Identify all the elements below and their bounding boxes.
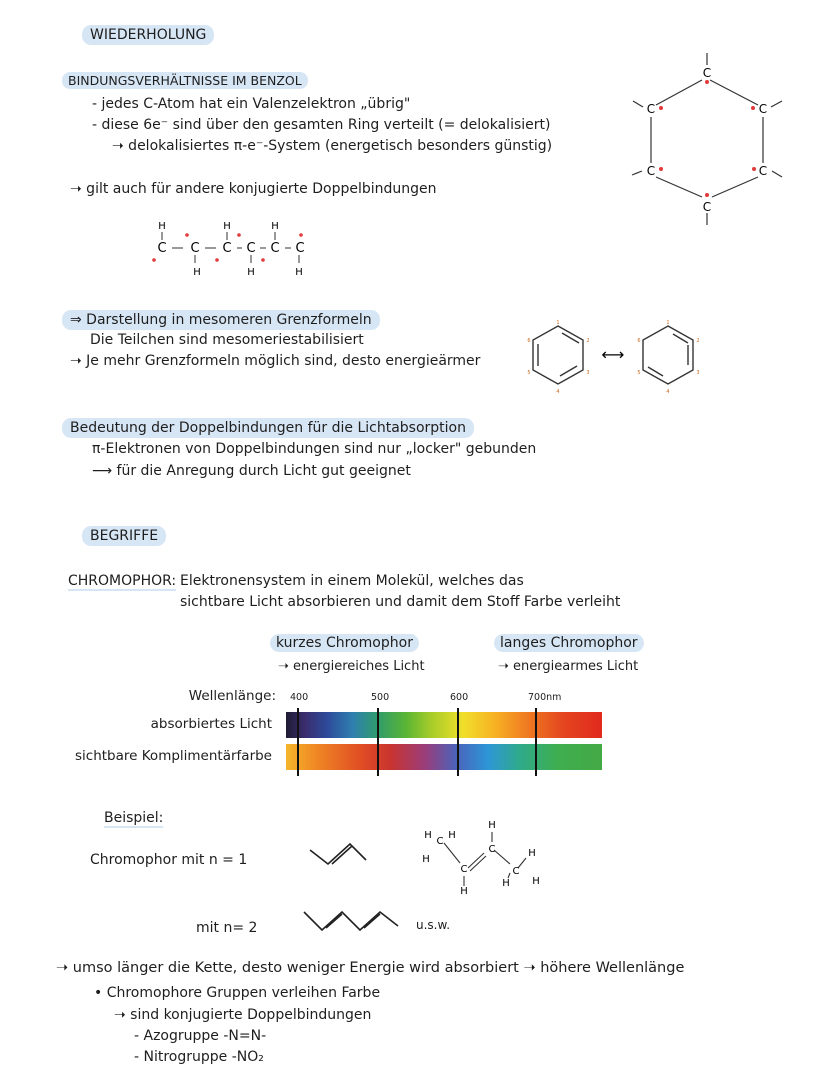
struct-atom-2: C <box>460 864 468 875</box>
ring1-num-2: 2 <box>586 338 590 344</box>
light-locker-gebunden: π-Elektronen von Doppelbindungen sind nur „locker" gebunden <box>92 441 537 457</box>
chain-atom-3: C <box>222 241 232 256</box>
label-langes-chromophor: langes Chromophor <box>494 634 644 652</box>
benzene-atom-bottom-left: C <box>646 164 656 178</box>
chromophor-definition-2: sichtbare Licht absorbieren und damit dem Stoff Farbe verleiht <box>180 594 621 610</box>
butadiene-structural <box>412 818 552 897</box>
note-konjugiert: ➝ gilt auch für andere konjugierte Doppelbindungen <box>70 181 437 197</box>
struct-h-7: H <box>502 878 510 889</box>
struct-h-8: H <box>532 876 540 887</box>
struct-h-5: H <box>488 820 496 831</box>
conclusion-azogruppe: - Azogruppe -N=N- <box>134 1028 267 1044</box>
resonance-arrow: ⟷ <box>601 345 625 364</box>
benzene-atom-top-right: C <box>758 102 768 116</box>
ring2-num-3: 3 <box>696 370 700 376</box>
struct-atom-1: C <box>436 836 444 847</box>
chain-h-top-3: H <box>271 221 279 232</box>
struct-atom-4: C <box>512 866 520 877</box>
struct-h-2: H <box>448 830 456 841</box>
struct-h-3: H <box>422 854 430 865</box>
label-komplimentaerfarbe: sichtbare Komplimentärfarbe <box>75 748 272 764</box>
ring1-num-5: 5 <box>527 370 531 376</box>
ring1-num-3: 3 <box>586 370 590 376</box>
conclusion-kette: ➝ umso länger die Kette, desto weniger Energie wird absorbiert ➝ höhere Wellenlänge <box>56 960 685 976</box>
term-chromophor: CHROMOPHOR: <box>68 573 177 589</box>
tick-500: 500 <box>371 692 390 703</box>
light-anregung: ⟶ für die Anregung durch Licht gut geeignet <box>92 463 411 479</box>
label-energiereiches-licht: ➝ energiereiches Licht <box>278 659 425 674</box>
chain-h-top-2: H <box>223 221 231 232</box>
ring2-num-6: 6 <box>637 338 641 344</box>
ring2-num-5: 5 <box>637 370 641 376</box>
chain-h-bottom-2: H <box>247 267 255 278</box>
benzene-atom-top: C <box>702 66 712 80</box>
ring1-num-4: 4 <box>556 389 560 395</box>
chain-h-bottom-1: H <box>193 267 201 278</box>
hexatriene-skeletal <box>300 906 404 936</box>
mesomerie-stabilisiert: Die Teilchen sind mesomeriestabilisiert <box>90 332 364 348</box>
chromophor-definition-1: Elektronensystem in einem Molekül, welches das <box>180 573 524 589</box>
butadiene-skeletal <box>306 838 370 870</box>
example-n2: mit n= 2 <box>196 920 258 936</box>
conjugated-chain-diagram <box>145 215 320 280</box>
chain-atom-6: C <box>295 241 305 256</box>
section-heading-wiederholung: WIEDERHOLUNG <box>82 25 214 45</box>
chain-h-bottom-3: H <box>295 267 303 278</box>
example-n1: Chromophor mit n = 1 <box>90 852 248 868</box>
conclusion-doppelbindungen: ➝ sind konjugierte Doppelbindungen <box>114 1007 372 1023</box>
chain-h-top-1: H <box>158 221 166 232</box>
heading-lichtabsorption: Bedeutung der Doppelbindungen für die Lichtabsorption <box>62 418 474 438</box>
heading-mesomerie: ⇒ Darstellung in mesomeren Grenzformeln <box>62 310 380 330</box>
tick-400: 400 <box>290 692 309 703</box>
mesomeric-benzene-formulas <box>528 318 718 400</box>
struct-atom-3: C <box>488 844 496 855</box>
chain-atom-1: C <box>157 241 167 256</box>
struct-h-1: H <box>424 830 432 841</box>
label-kurzes-chromophor: kurzes Chromophor <box>270 634 419 652</box>
label-energiearmes-licht: ➝ energiearmes Licht <box>498 659 639 674</box>
conclusion-nitrogruppe: - Nitrogruppe -NO₂ <box>134 1049 264 1065</box>
struct-h-4: H <box>460 886 468 897</box>
label-absorbiertes-licht: absorbiertes Licht <box>150 716 272 732</box>
benzene-atom-bottom: C <box>702 200 712 214</box>
ring1-num-6: 6 <box>527 338 531 344</box>
benzene-atom-top-left: C <box>646 102 656 116</box>
heading-beispiel: Beispiel: <box>104 810 164 826</box>
section-heading-begriffe: BEGRIFFE <box>82 526 166 546</box>
tick-600: 600 <box>450 692 469 703</box>
benzene-ring-diagram <box>610 45 810 230</box>
ring1-num-1: 1 <box>556 320 560 326</box>
ring2-num-1: 1 <box>666 320 670 326</box>
struct-h-6: H <box>528 848 536 859</box>
benzene-atom-bottom-right: C <box>758 164 768 178</box>
label-wellenlaenge: Wellenlänge: <box>188 688 276 704</box>
chain-atom-2: C <box>190 241 200 256</box>
ring2-num-2: 2 <box>696 338 700 344</box>
chain-atom-5: C <box>270 241 280 256</box>
example-usw: u.s.w. <box>416 918 451 932</box>
subheading-benzol: BINDUNGSVERHÄLTNISSE IM BENZOL <box>62 72 308 89</box>
ring2-num-4: 4 <box>666 389 670 395</box>
bullet-pi-system: ➝ delokalisiertes π-e⁻-System (energetisch besonders günstig) <box>112 138 553 154</box>
conclusion-farbe: • Chromophore Gruppen verleihen Farbe <box>94 985 381 1001</box>
bullet-valenzelektron: - jedes C-Atom hat ein Valenzelektron „übrig" <box>92 96 411 112</box>
spectrum-tick-lines <box>286 706 606 778</box>
mesomerie-energiearmer: ➝ Je mehr Grenzformeln möglich sind, desto energieärmer <box>70 353 481 369</box>
bullet-delokalisiert: - diese 6e⁻ sind über den gesamten Ring verteilt (= delokalisiert) <box>92 117 551 133</box>
tick-700nm: 700nm <box>528 692 562 703</box>
chain-atom-4: C <box>246 241 256 256</box>
